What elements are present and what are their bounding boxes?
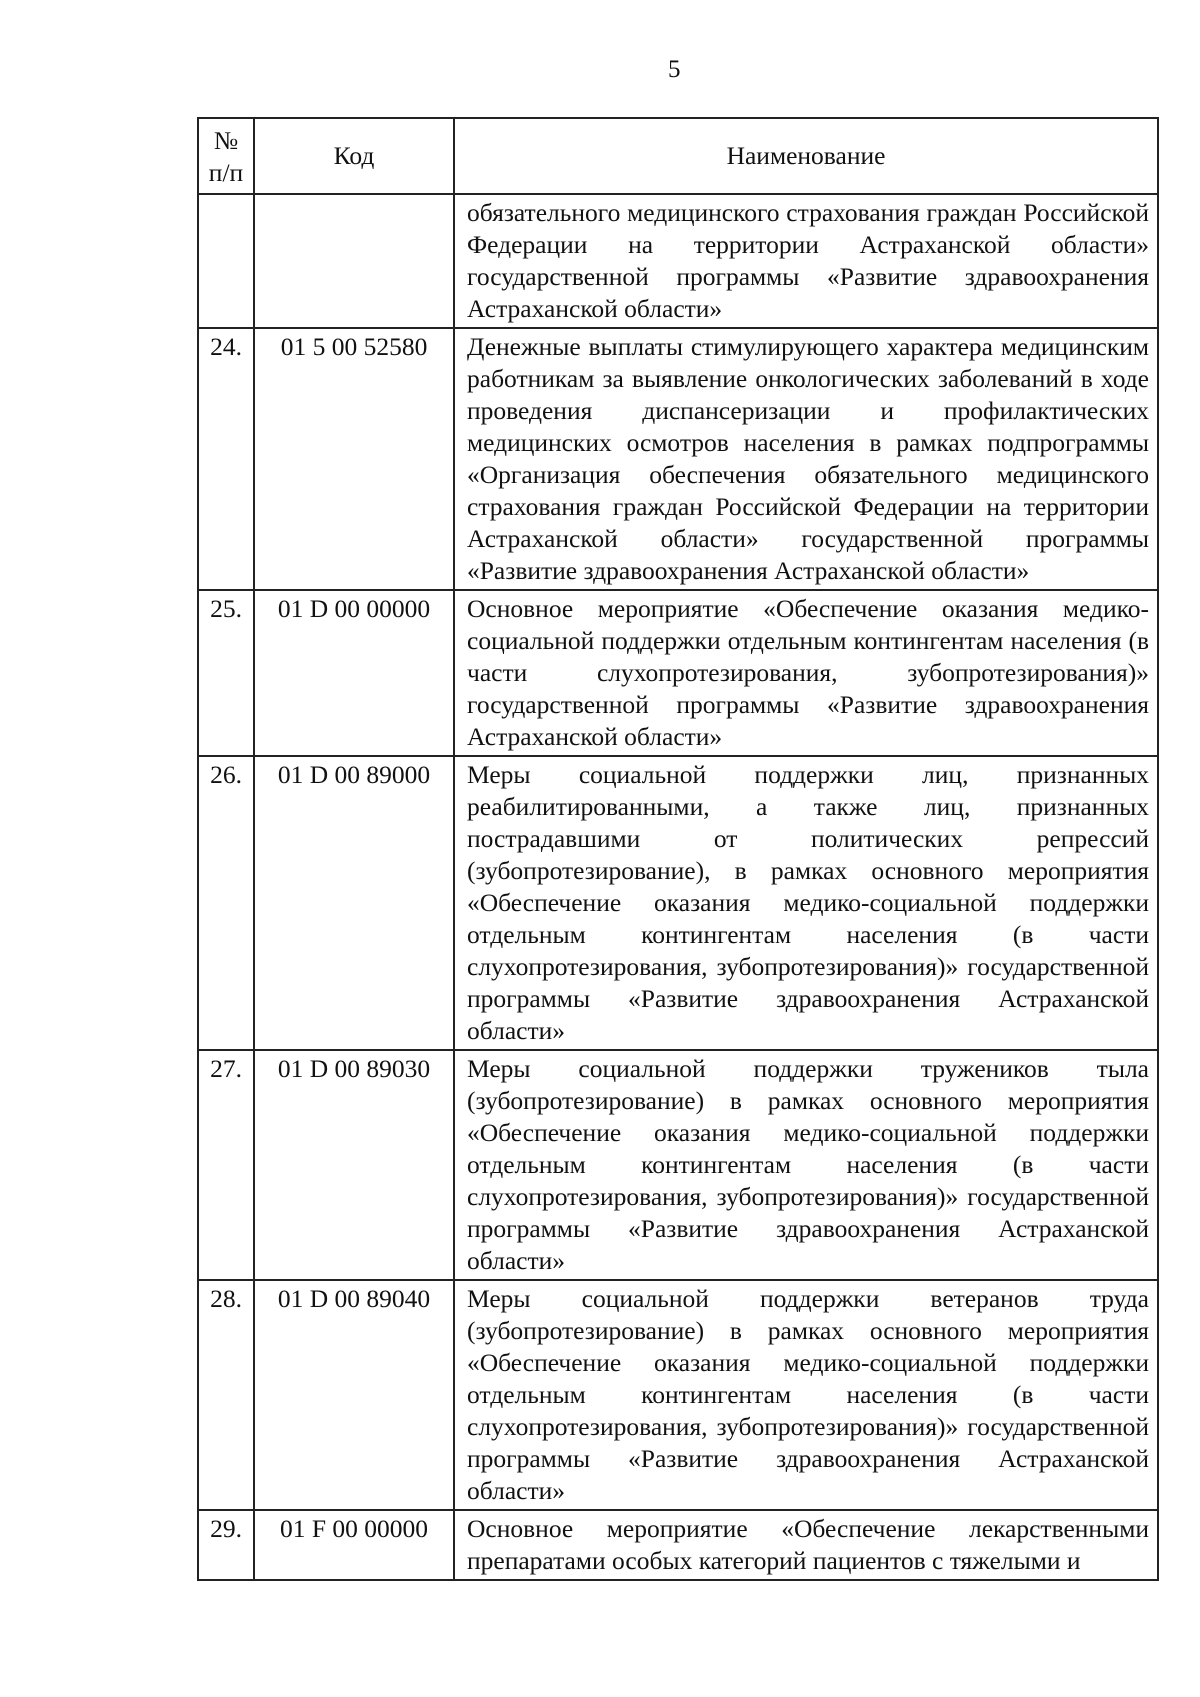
header-num xyxy=(198,118,254,194)
row-code: 01 D 00 89040 xyxy=(254,1280,454,1510)
row-name: Основное мероприятие «Обеспечение оказания медико-социальной поддержки отдельным контингентам населения (в части слухопротезирования, зубопротезирования)» государственной программы «Развитие здравоохранения Астраханской области» xyxy=(454,590,1158,756)
row-num: 26. xyxy=(198,756,254,1050)
row-name: Денежные выплаты стимулирующего характера медицинским работникам за выявление онкологических заболеваний в ходе проведения диспансеризации и профилактических медицинских осмотров населения в рамках подпрограммы «Организация обеспечения обязательного медицинского страхования граждан Российской Федерации на территории Астраханской области» государственной программы «Развитие здравоохранения Астраханской области» xyxy=(454,328,1158,590)
header-name: Наименование xyxy=(454,118,1158,194)
row-name: Основное мероприятие «Обеспечение лекарственными препаратами особых категорий пациентов с тяжелыми и xyxy=(454,1510,1158,1580)
row-num: 25. xyxy=(198,590,254,756)
row-name: обязательного медицинского страхования граждан Российской Федерации на территории Астраханской области» государственной программы «Развитие здравоохранения Астраханской области» xyxy=(454,194,1158,328)
header-code: Код xyxy=(254,118,454,194)
table-row xyxy=(198,590,1158,756)
row-name: Меры социальной поддержки лиц, признанных реабилитированными, а также лиц, признанных пострадавшими от политических репрессий (зубопротезирование), в рамках основного мероприятия «Обеспечение оказания медико-социальной поддержки отдельным контингентам населения (в части слухопротезирования, зубопротезирования)» государственной программы «Развитие здравоохранения Астраханской области» xyxy=(454,756,1158,1050)
table-row xyxy=(198,328,1158,590)
page-number: 5 xyxy=(668,56,681,83)
row-num: 28. xyxy=(198,1280,254,1510)
row-code: 01 5 00 52580 xyxy=(254,328,454,590)
row-num: 24. xyxy=(198,328,254,590)
row-code: 01 D 00 00000 xyxy=(254,590,454,756)
row-code: 01 F 00 00000 xyxy=(254,1510,454,1580)
row-code xyxy=(254,194,454,328)
row-name: Меры социальной поддержки ветеранов труда (зубопротезирование) в рамках основного мероприятия «Обеспечение оказания медико-социальной поддержки отдельным контингентам населения (в части слухопротезирования, зубопротезирования)» государственной программы «Развитие здравоохранения Астраханской области» xyxy=(454,1280,1158,1510)
table-row xyxy=(198,1510,1158,1580)
row-code: 01 D 00 89000 xyxy=(254,756,454,1050)
table-row xyxy=(198,1050,1158,1280)
row-name: Меры социальной поддержки тружеников тыла (зубопротезирование) в рамках основного мероприятия «Обеспечение оказания медико-социальной поддержки отдельным контингентам населения (в части слухопротезирования, зубопротезирования)» государственной программы «Развитие здравоохранения Астраханской области» xyxy=(454,1050,1158,1280)
table-header-row xyxy=(198,118,1158,194)
row-num: 29. xyxy=(198,1510,254,1580)
table-row xyxy=(198,1280,1158,1510)
row-num: 27. xyxy=(198,1050,254,1280)
table-row xyxy=(198,756,1158,1050)
table-row xyxy=(198,194,1158,328)
row-num xyxy=(198,194,254,328)
row-code: 01 D 00 89030 xyxy=(254,1050,454,1280)
header-num-line2: п/п xyxy=(208,158,244,187)
document-table xyxy=(197,117,1159,1581)
header-num-line1: № xyxy=(213,126,239,155)
